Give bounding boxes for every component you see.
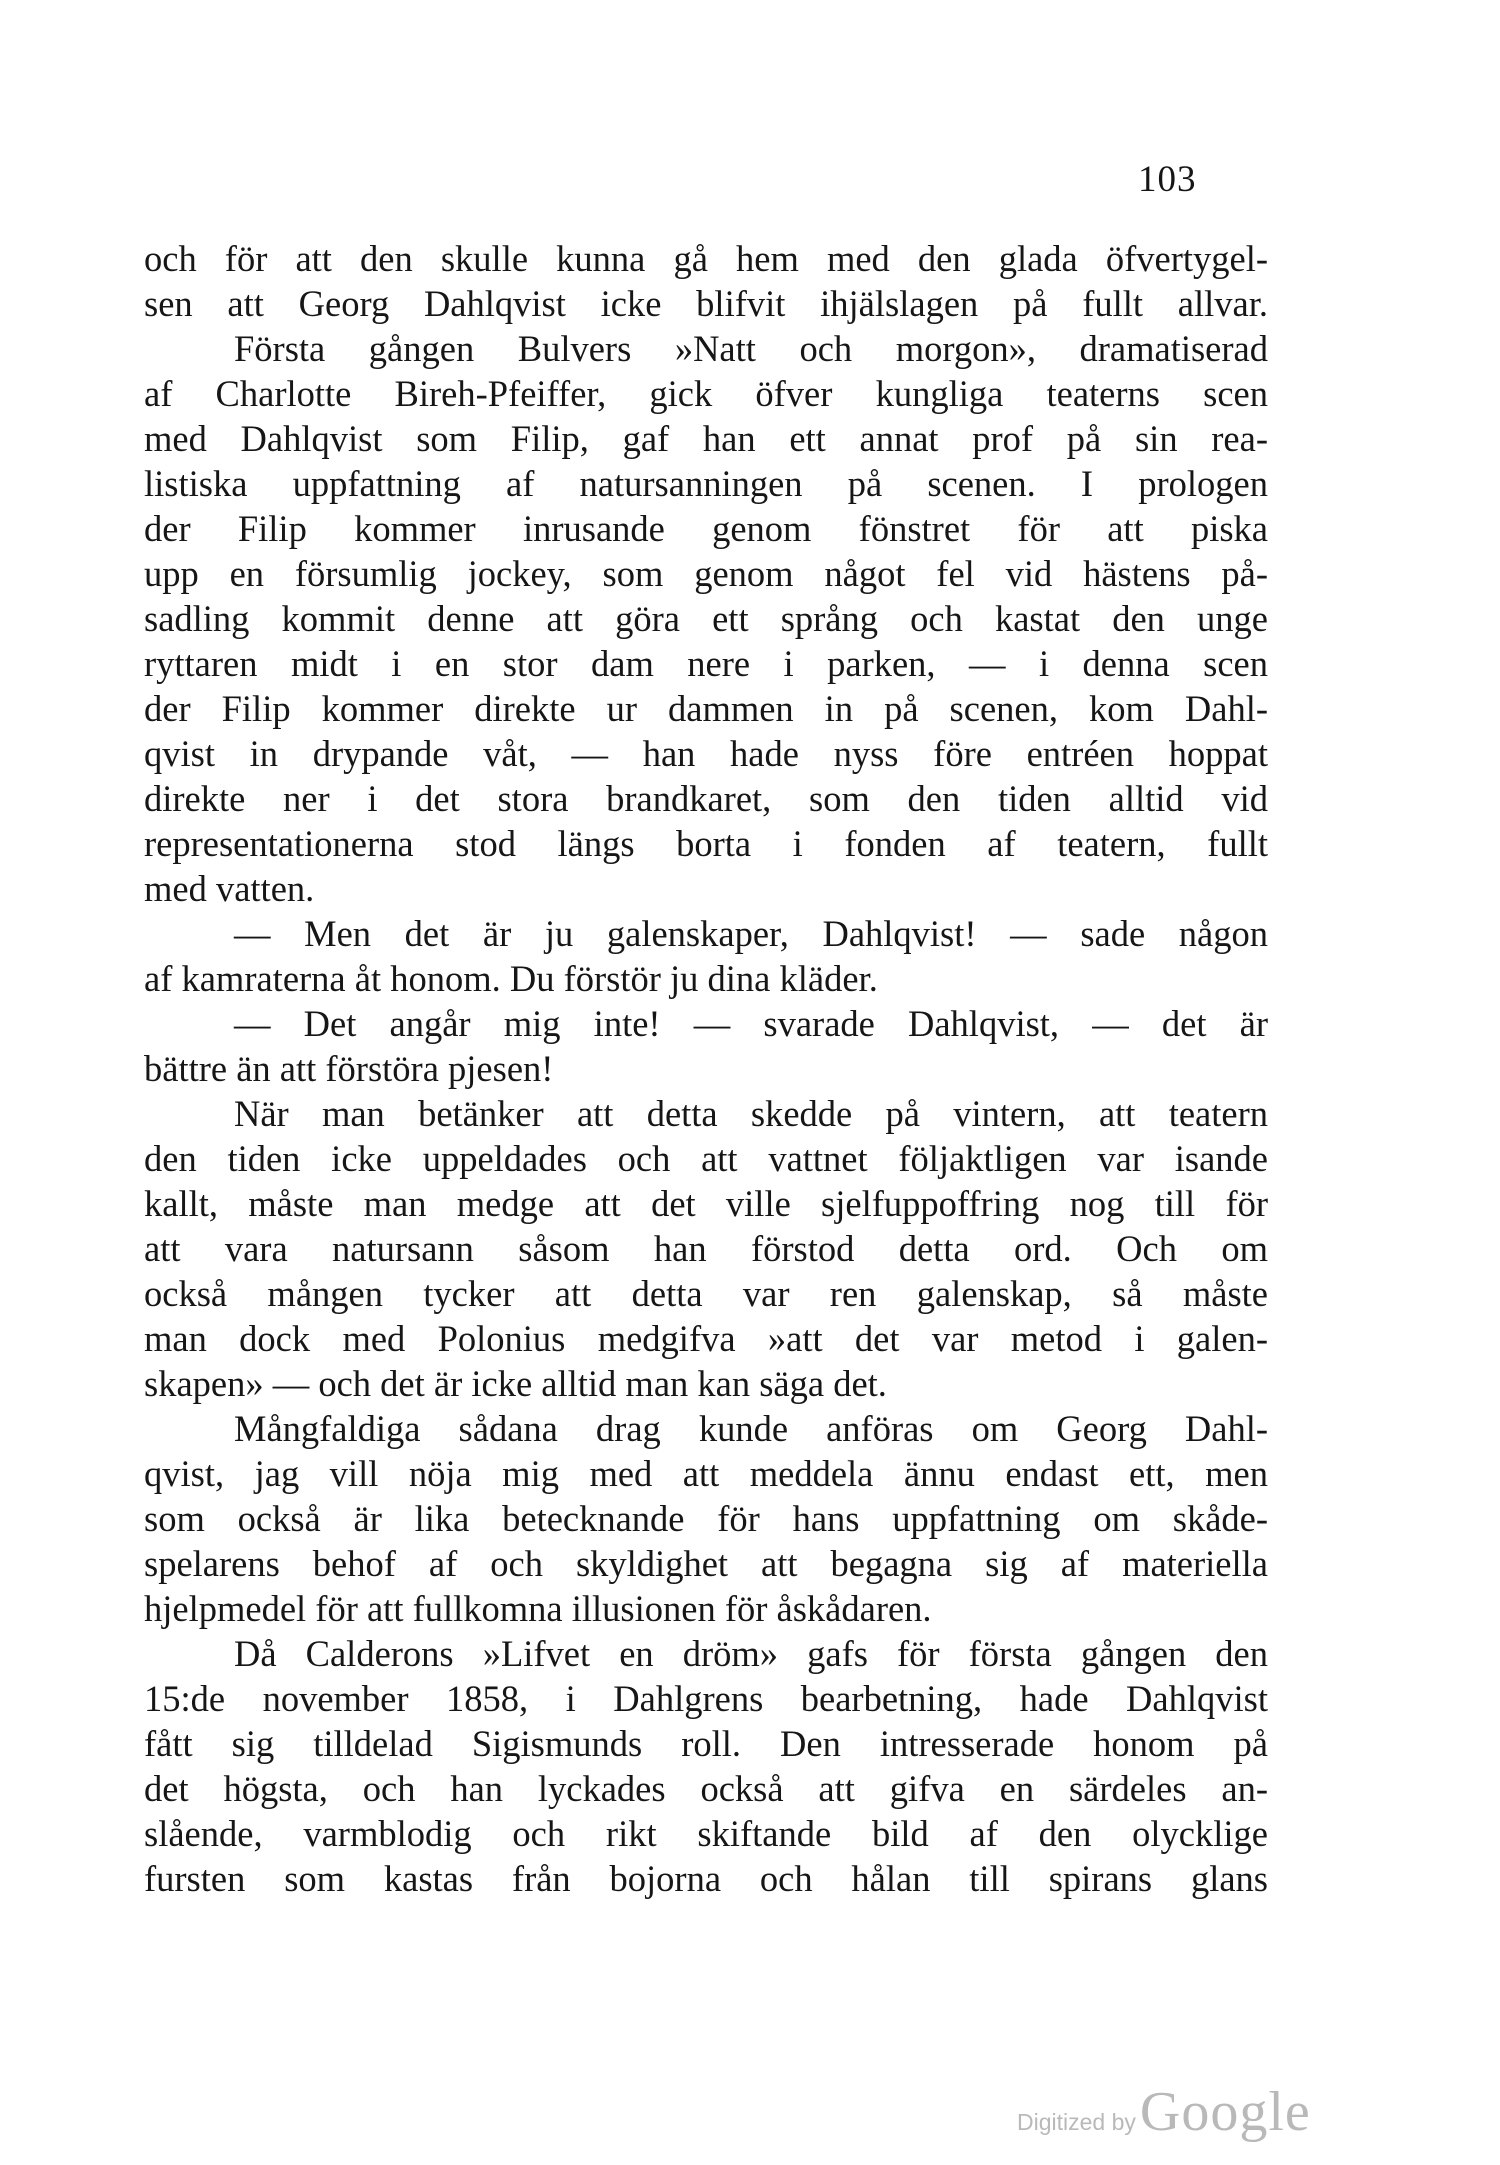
text-line: man dock med Polonius medgifva »att det var metod i galen- (144, 1318, 1268, 1359)
text-line: Mångfaldiga sådana drag kunde anföras om Georg Dahl- (234, 1408, 1268, 1449)
text-line: 15:de november 1858, i Dahlgrens bearbetning, hade Dahlqvist (144, 1678, 1268, 1719)
text-line: bättre än att förstöra pjesen! (144, 1048, 554, 1089)
text-line: der Filip kommer direkte ur dammen in på scenen, kom Dahl- (144, 688, 1268, 729)
text-line: som också är lika betecknande för hans uppfattning om skåde- (144, 1498, 1268, 1539)
text-line: direkte ner i det stora brandkaret, som den tiden alltid vid (144, 778, 1268, 819)
text-line: också mången tycker att detta var ren galenskap, så måste (144, 1273, 1268, 1314)
text-line: med vatten. (144, 868, 315, 909)
text-line: upp en försumlig jockey, som genom något fel vid hästens på- (144, 553, 1268, 594)
text-line: skapen» — och det är icke alltid man kan säga det. (144, 1363, 887, 1404)
text-line: af kamraterna åt honom. Du förstör ju dina kläder. (144, 958, 878, 999)
text-line: — Men det är ju galenskaper, Dahlqvist! — sade någon (234, 913, 1268, 954)
text-line: den tiden icke uppeldades och att vattnet följaktligen var isande (144, 1138, 1268, 1179)
text-line: sen att Georg Dahlqvist icke blifvit ihjälslagen på fullt allvar. (144, 283, 1268, 324)
page-number: 103 (1138, 159, 1197, 200)
text-line: kallt, måste man medge att det ville sjelfuppoffring nog till för (144, 1183, 1268, 1224)
text-line: med Dahlqvist som Filip, gaf han ett annat prof på sin rea- (144, 418, 1268, 459)
text-line: Första gången Bulvers »Natt och morgon», dramatiserad (234, 328, 1268, 369)
text-line: och för att den skulle kunna gå hem med den glada öfvertygel- (144, 238, 1268, 279)
text-line: listiska uppfattning af natursanningen på scenen. I prologen (144, 463, 1268, 504)
text-line: Då Calderons »Lifvet en dröm» gafs för första gången den (234, 1633, 1268, 1674)
text-line: hjelpmedel för att fullkomna illusionen för åskådaren. (144, 1588, 932, 1629)
text-line: sadling kommit denne att göra ett språng och kastat den unge (144, 598, 1268, 639)
text-line: qvist, jag vill nöja mig med att meddela ännu endast ett, men (144, 1453, 1268, 1494)
text-line: När man betänker att detta skedde på vintern, att teatern (234, 1093, 1268, 1134)
text-line: att vara natursann såsom han förstod detta ord. Och om (144, 1228, 1268, 1269)
text-line: der Filip kommer inrusande genom fönstret för att piska (144, 508, 1268, 549)
digitization-watermark (1017, 2080, 1311, 2143)
text-line: representationerna stod längs borta i fonden af teatern, fullt (144, 823, 1268, 864)
watermark-logo: Google (1139, 2081, 1311, 2143)
watermark-prefix: Digitized by (1017, 2109, 1136, 2135)
text-line: — Det angår mig inte! — svarade Dahlqvist, — det är (234, 1003, 1268, 1044)
text-line: slående, varmblodig och rikt skiftande bild af den olycklige (144, 1813, 1268, 1854)
text-line: spelarens behof af och skyldighet att begagna sig af materiella (144, 1543, 1268, 1584)
text-line: det högsta, och han lyckades också att gifva en särdeles an- (144, 1768, 1268, 1809)
text-line: af Charlotte Bireh-Pfeiffer, gick öfver kungliga teaterns scen (144, 373, 1268, 414)
text-line: fursten som kastas från bojorna och hålan till spirans glans (144, 1858, 1268, 1899)
text-line: qvist in drypande våt, — han hade nyss före entréen hoppat (144, 733, 1268, 774)
text-line: fått sig tilldelad Sigismunds roll. Den intresserade honom på (144, 1723, 1268, 1764)
text-line: ryttaren midt i en stor dam nere i parken, — i denna scen (144, 643, 1268, 684)
